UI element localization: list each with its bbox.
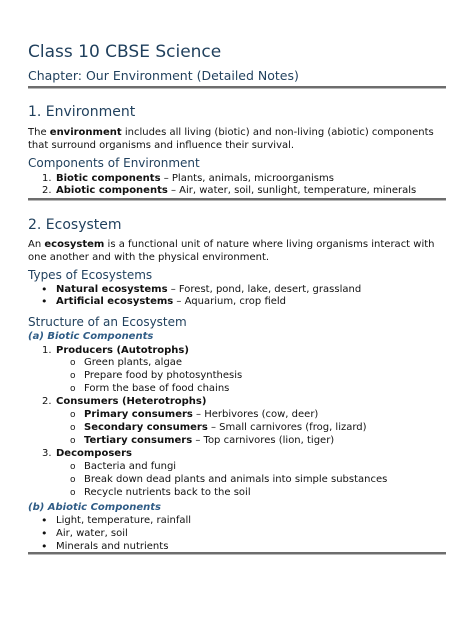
list-number: 1. [42,173,52,184]
decomposers-label: Decomposers [56,448,132,459]
producers-label: Producers (Autotrophs) [56,345,189,356]
sub-item-primary: Primary consumers – Herbivores (cow, deer) [84,409,319,420]
list-item-natural: Natural ecosystems – Forest, pond, lake, desert, grassland [56,284,362,295]
list-number: 2. [42,396,52,407]
list-item: Minerals and nutrients [56,541,169,552]
bullet-icon: • [41,540,48,553]
sub-bullet-icon: o [70,436,76,446]
environment-paragraph: The environment includes all living (biotic) and non-living (abiotic) components that surround organisms and influence their survival. [28,127,434,151]
list-item: Air, water, soil [56,528,128,539]
sub-bullet-icon: o [70,410,76,420]
section-heading-ecosystem: 2. Ecosystem [28,217,122,233]
list-item-biotic: Biotic components – Plants, animals, microorganisms [56,173,334,184]
sub-item-tertiary: Tertiary consumers – Top carnivores (lion, tiger) [84,435,335,446]
bullet-icon: • [41,527,48,540]
biotic-heading: (a) Biotic Components [28,331,154,342]
chapter-subtitle: Chapter: Our Environment (Detailed Notes) [28,68,299,83]
list-item-abiotic: Abiotic components – Air, water, soil, sunlight, temperature, minerals [56,185,417,196]
sub-bullet-icon: o [70,358,76,368]
sub-bullet-icon: o [70,371,76,381]
structure-heading: Structure of an Ecosystem [28,315,187,329]
list-item-artificial: Artificial ecosystems – Aquarium, crop field [56,296,287,307]
bullet-icon: • [41,514,48,527]
sub-item: Prepare food by photosynthesis [84,370,243,381]
components-heading: Components of Environment [28,156,200,170]
divider [28,198,446,201]
document-title: Class 10 CBSE Science [28,42,222,62]
bullet-icon: • [41,283,48,296]
bullet-icon: • [41,295,48,308]
list-number: 1. [42,345,52,356]
sub-bullet-icon: o [70,423,76,433]
list-item: Light, temperature, rainfall [56,515,192,526]
section-heading-environment: 1. Environment [28,104,136,120]
sub-item: Break down dead plants and animals into simple substances [84,474,388,485]
sub-item: Recycle nutrients back to the soil [84,487,251,498]
list-number: 3. [42,448,52,459]
divider [28,86,446,89]
sub-bullet-icon: o [70,475,76,485]
sub-item: Bacteria and fungi [84,461,177,472]
divider [28,552,446,555]
sub-bullet-icon: o [70,488,76,498]
sub-bullet-icon: o [70,384,76,394]
ecosystem-paragraph: An ecosystem is a functional unit of nature where living organisms interact with one another and with the physical environment. [28,239,435,263]
abiotic-heading: (b) Abiotic Components [28,502,162,513]
sub-item-secondary: Secondary consumers – Small carnivores (frog, lizard) [84,422,367,433]
sub-bullet-icon: o [70,462,76,472]
consumers-label: Consumers (Heterotrophs) [56,396,207,407]
types-heading: Types of Ecosystems [28,268,153,282]
sub-item: Green plants, algae [84,357,183,368]
list-number: 2. [42,185,52,196]
sub-item: Form the base of food chains [84,383,230,394]
